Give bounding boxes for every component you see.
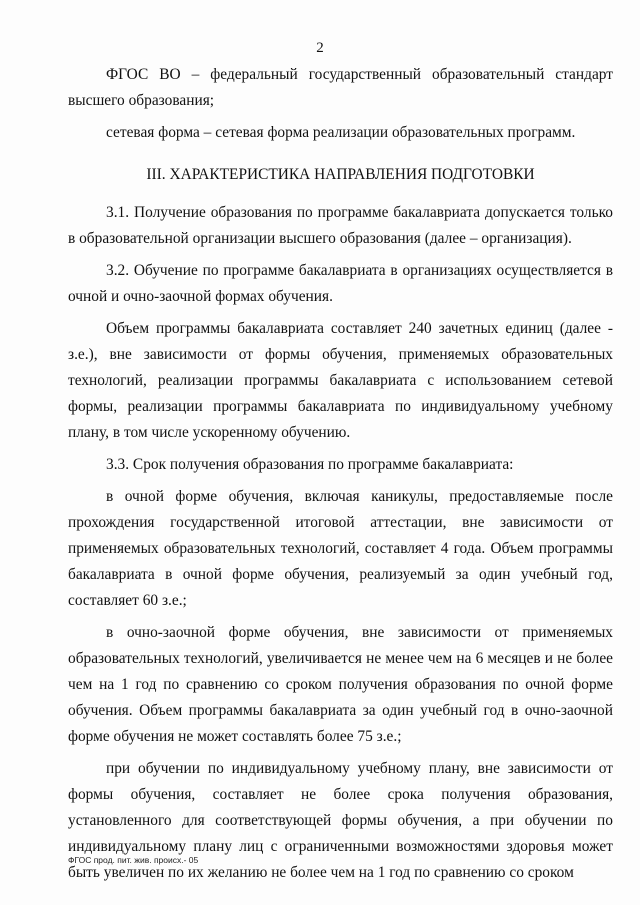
- section-block: [68, 162, 613, 188]
- paragraph: Объем программы бакалавриата составляет 240 зачетных единиц (далее - з.е.), вне зависимости от формы обучения, применяемых образовательных технологий, реализации программы бакалавриата с использованием сетевой формы, реализации программы бакалавриата по индивидуальному учебному плану, в том числе ускоренному обучению.: [68, 320, 613, 441]
- section-title: III. ХАРАКТЕРИСТИКА НАПРАВЛЕНИЯ ПОДГОТОВКИ: [146, 166, 535, 183]
- paragraph: в очной форме обучения, включая каникулы, предоставляемые после прохождения государственной итоговой аттестации, вне зависимости от применяемых образовательных технологий, составляет 4 года. Объем программы бакалавриата в очной форме обучения, реализуемый за один учебный год, составляет 60 з.е.;: [68, 488, 613, 609]
- paragraph: 3.2. Обучение по программе бакалавриата в организациях осуществляется в очной и очно-заочной формах обучения.: [68, 262, 613, 305]
- paragraph: 3.3. Срок получения образования по программе бакалавриата:: [106, 456, 514, 473]
- footer-code: ФГОС прод. пит. жив. происх.- 05: [68, 855, 199, 865]
- page-number: 2: [316, 40, 324, 56]
- main-block: [68, 200, 613, 886]
- paragraph: 3.1. Получение образования по программе бакалавриата допускается только в образовательной организации высшего образования (далее – организация).: [68, 204, 613, 247]
- intro-block: [68, 62, 613, 146]
- paragraph: ФГОС ВО – федеральный государственный образовательный стандарт высшего образования;: [68, 66, 613, 109]
- paragraph: при обучении по индивидуальному учебному плану, вне зависимости от формы обучения, составляет не более срока получения образования, установленного для соответствующей формы обучения, а при обучении по индивидуальному плану лиц с ограниченными возможностями здоровья может быть увеличен по их желанию не более чем на 1 год по сравнению со сроком: [68, 760, 613, 881]
- paragraph: в очно-заочной форме обучения, вне зависимости от применяемых образовательных технологий, увеличивается не менее чем на 6 месяцев и не более чем на 1 год по сравнению со сроком получения образования по очной форме обучения. Объем программы бакалавриата за один учебный год в очно-заочной форме обучения не может составлять более 75 з.е.;: [68, 624, 613, 745]
- paragraph: сетевая форма – сетевая форма реализации образовательных программ.: [106, 124, 576, 141]
